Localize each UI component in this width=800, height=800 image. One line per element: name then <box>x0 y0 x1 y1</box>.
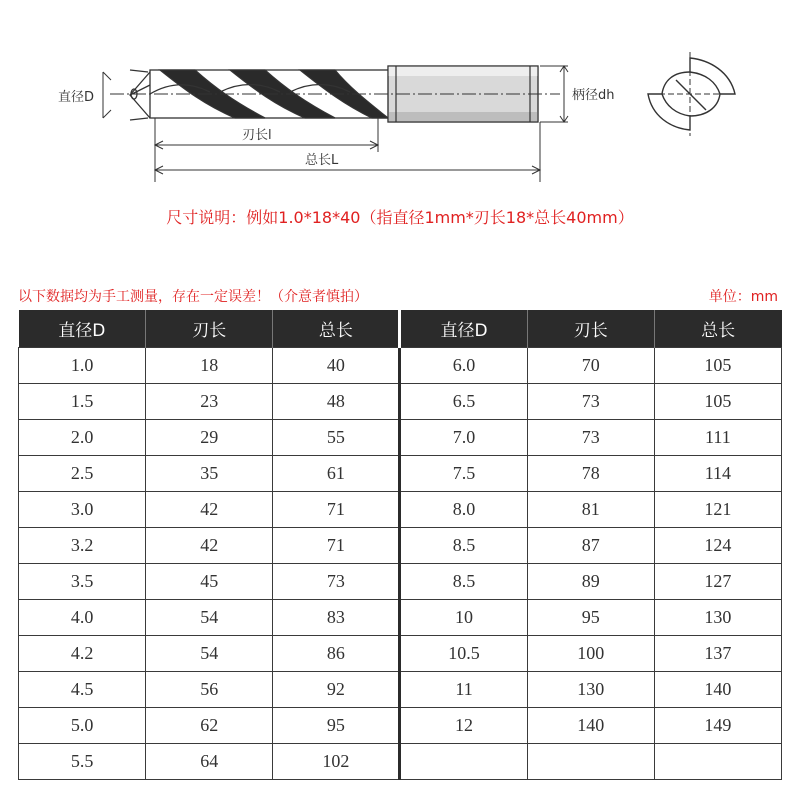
total-length-dimension <box>155 122 540 182</box>
cell-flute-length-2: 89 <box>527 564 654 600</box>
cell-diameter: 4.2 <box>19 636 146 672</box>
cell-flute-length: 35 <box>146 456 273 492</box>
cell-total-length: 102 <box>273 744 400 780</box>
cell-total-length: 61 <box>273 456 400 492</box>
cell-total-length: 73 <box>273 564 400 600</box>
cell-total-length-2: 105 <box>654 384 781 420</box>
cell-total-length-2: 111 <box>654 420 781 456</box>
cell-diameter-2: 7.5 <box>400 456 527 492</box>
cell-total-length: 40 <box>273 348 400 384</box>
cell-flute-length-2: 87 <box>527 528 654 564</box>
cell-total-length: 86 <box>273 636 400 672</box>
cell-diameter: 4.0 <box>19 600 146 636</box>
cell-diameter-2: 8.0 <box>400 492 527 528</box>
cell-total-length-2: 121 <box>654 492 781 528</box>
cell-diameter-2: 6.5 <box>400 384 527 420</box>
cell-total-length: 92 <box>273 672 400 708</box>
header-total-length-2: 总长 <box>654 310 781 348</box>
cell-total-length-2: 105 <box>654 348 781 384</box>
cell-flute-length-2: 70 <box>527 348 654 384</box>
cell-diameter-2: 10.5 <box>400 636 527 672</box>
cell-flute-length: 56 <box>146 672 273 708</box>
cell-total-length-2 <box>654 744 781 780</box>
header-diameter-2: 直径D <box>400 310 527 348</box>
cell-diameter: 5.5 <box>19 744 146 780</box>
cell-diameter-2: 6.0 <box>400 348 527 384</box>
table-row <box>19 492 782 528</box>
cell-total-length: 83 <box>273 600 400 636</box>
cell-diameter: 3.5 <box>19 564 146 600</box>
cell-diameter-2: 8.5 <box>400 564 527 600</box>
cell-diameter-2: 10 <box>400 600 527 636</box>
table-row <box>19 600 782 636</box>
cell-total-length-2: 124 <box>654 528 781 564</box>
cell-diameter: 5.0 <box>19 708 146 744</box>
total-length-label: 总长L <box>305 153 339 168</box>
table-row <box>19 564 782 600</box>
cell-diameter-2 <box>400 744 527 780</box>
header-flute-length-2: 刃长 <box>527 310 654 348</box>
cell-total-length-2: 127 <box>654 564 781 600</box>
spec-table <box>18 310 782 780</box>
drill-bit-diagram <box>0 0 800 200</box>
cell-flute-length: 62 <box>146 708 273 744</box>
cell-diameter: 2.5 <box>19 456 146 492</box>
cell-flute-length: 64 <box>146 744 273 780</box>
cell-flute-length-2: 100 <box>527 636 654 672</box>
cell-flute-length: 42 <box>146 528 273 564</box>
cell-flute-length: 18 <box>146 348 273 384</box>
cell-total-length: 71 <box>273 492 400 528</box>
cell-diameter: 2.0 <box>19 420 146 456</box>
cell-diameter-2: 8.5 <box>400 528 527 564</box>
dimension-caption: 尺寸说明：例如1.0*18*40（指直径1mm*刃长18*总长40mm） <box>166 208 634 227</box>
cell-flute-length-2: 95 <box>527 600 654 636</box>
cell-flute-length-2: 140 <box>527 708 654 744</box>
cell-total-length: 48 <box>273 384 400 420</box>
cell-diameter-2: 7.0 <box>400 420 527 456</box>
cell-flute-length-2 <box>527 744 654 780</box>
table-row <box>19 528 782 564</box>
cell-flute-length-2: 73 <box>527 384 654 420</box>
cell-diameter: 4.5 <box>19 672 146 708</box>
unit-label: 单位：mm <box>708 289 778 305</box>
cell-total-length-2: 137 <box>654 636 781 672</box>
cell-diameter: 3.0 <box>19 492 146 528</box>
header-flute-length: 刃长 <box>146 310 273 348</box>
cell-diameter: 1.0 <box>19 348 146 384</box>
cell-flute-length: 29 <box>146 420 273 456</box>
cell-total-length: 95 <box>273 708 400 744</box>
table-row <box>19 384 782 420</box>
cell-flute-length: 23 <box>146 384 273 420</box>
table-row <box>19 348 782 384</box>
drill-end-view <box>648 52 735 136</box>
header-total-length: 总长 <box>273 310 400 348</box>
cell-diameter: 3.2 <box>19 528 146 564</box>
cell-diameter-2: 12 <box>400 708 527 744</box>
header-diameter: 直径D <box>19 310 146 348</box>
cell-flute-length: 42 <box>146 492 273 528</box>
cell-flute-length-2: 81 <box>527 492 654 528</box>
table-row <box>19 744 782 780</box>
cell-diameter: 1.5 <box>19 384 146 420</box>
cell-total-length-2: 140 <box>654 672 781 708</box>
cell-flute-length-2: 78 <box>527 456 654 492</box>
diameter-dimension <box>103 72 111 118</box>
cell-total-length-2: 149 <box>654 708 781 744</box>
shank-label: 柄径dh <box>572 88 615 103</box>
table-row <box>19 636 782 672</box>
table-row <box>19 420 782 456</box>
flute-length-label: 刃长l <box>242 128 272 143</box>
cell-flute-length: 54 <box>146 600 273 636</box>
table-header-row <box>19 310 782 348</box>
cell-diameter-2: 11 <box>400 672 527 708</box>
cell-flute-length: 54 <box>146 636 273 672</box>
table-row <box>19 708 782 744</box>
cell-total-length: 55 <box>273 420 400 456</box>
cell-flute-length-2: 73 <box>527 420 654 456</box>
diameter-label: 直径D <box>58 90 95 105</box>
table-row <box>19 672 782 708</box>
cell-total-length-2: 130 <box>654 600 781 636</box>
cell-total-length-2: 114 <box>654 456 781 492</box>
table-row <box>19 456 782 492</box>
cell-flute-length: 45 <box>146 564 273 600</box>
measurement-note: 以下数据均为手工测量，存在一定误差！（介意者慎拍） <box>18 289 368 305</box>
cell-flute-length-2: 130 <box>527 672 654 708</box>
cell-total-length: 71 <box>273 528 400 564</box>
